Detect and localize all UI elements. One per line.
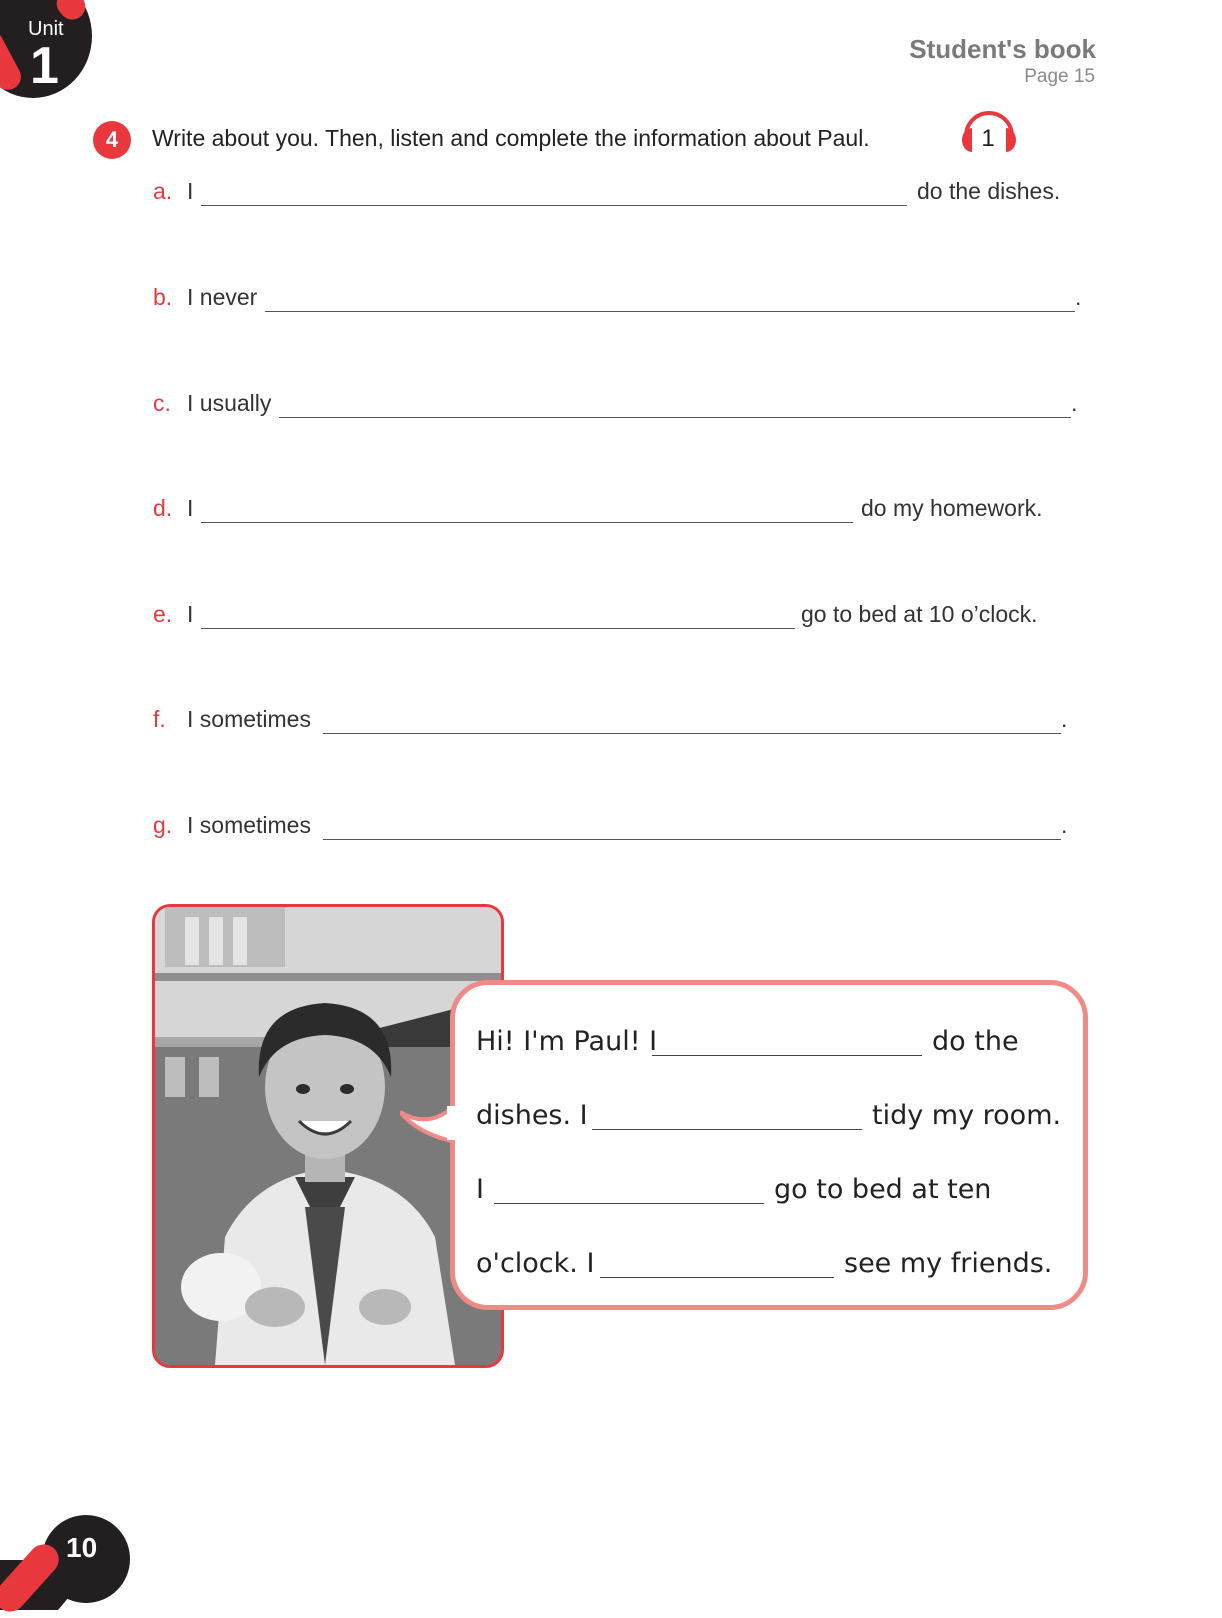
book-page: Page 15 [1024,66,1095,87]
book-title: Student's book [909,34,1096,64]
item-text-after: do my homework. [861,495,1043,521]
bubble-answer-line[interactable] [600,1277,834,1278]
list-item [153,284,1083,318]
answer-line[interactable] [323,839,1061,840]
item-text-after: . [1071,390,1078,416]
list-item [153,178,1073,212]
audio-track-number: 1 [981,125,995,152]
bubble-answer-line[interactable] [494,1203,764,1204]
item-letter: f. [153,706,166,732]
bubble-text-before: I [476,1174,484,1205]
answer-line[interactable] [201,522,853,523]
exercise-number: 4 [93,121,131,159]
list-item [153,390,1083,424]
bubble-text-after: go to bed at ten [774,1174,992,1205]
item-text-after: do the dishes. [917,178,1061,204]
item-text-before: I never [187,284,258,310]
unit-number: 1 [30,37,59,95]
bubble-answer-line[interactable] [652,1055,922,1056]
list-item [153,601,1073,635]
list-item [153,812,1073,846]
answer-line[interactable] [201,205,907,206]
item-text-before: I usually [187,390,272,416]
item-letter: c. [153,390,171,416]
item-letter: e. [153,601,173,627]
item-letter: g. [153,812,173,838]
item-text-after: . [1061,812,1068,838]
answer-line[interactable] [201,628,795,629]
bubble-text-after: see my friends. [844,1248,1053,1279]
page-number: 10 [66,1532,98,1563]
item-text-after: go to bed at 10 o’clock. [801,601,1038,627]
item-text-before: I [187,178,194,204]
bubble-text-after: do the [932,1026,1019,1057]
bubble-text-before: o'clock. I [476,1248,595,1279]
item-text-after: . [1061,706,1068,732]
item-text-before: I sometimes [187,812,311,838]
exercise-instruction: Write about you. Then, listen and complete the information about Paul. [152,125,870,151]
item-text-before: I sometimes [187,706,311,732]
item-text-before: I [187,495,194,521]
item-text-after: . [1075,284,1082,310]
answer-line[interactable] [323,733,1061,734]
item-text-before: I [187,601,194,627]
item-letter: a. [153,178,173,204]
unit-label: Unit [28,18,64,40]
item-letter: d. [153,495,173,521]
bubble-text-before: dishes. I [476,1100,588,1131]
speech-bubble-tail-cover [447,1106,459,1140]
list-item [153,495,1073,529]
bubble-text-after: tidy my room. [872,1100,1062,1131]
item-letter: b. [153,284,173,310]
list-item [153,706,1073,740]
bubble-answer-line[interactable] [592,1129,862,1130]
answer-line[interactable] [279,417,1071,418]
bubble-text-before: Hi! I'm Paul! I [476,1026,658,1057]
answer-line[interactable] [265,311,1075,312]
